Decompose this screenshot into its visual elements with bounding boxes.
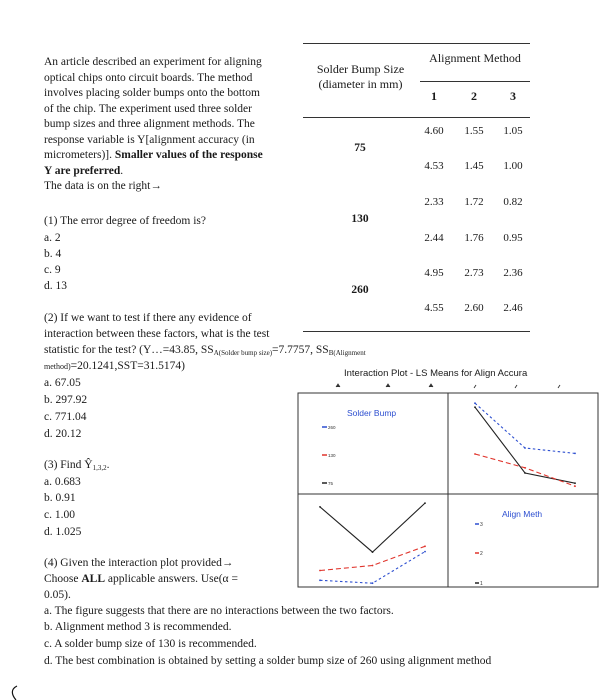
q2-line-2: interaction between these factors, what is the test [44, 328, 270, 340]
data-point-1-3-1 [372, 582, 374, 584]
q4-text: Choose [44, 573, 82, 585]
data-point-0-75-1 [524, 472, 526, 474]
table-rule-bottom [303, 331, 530, 332]
intro-line: An article described an experiment for aligning [44, 56, 262, 68]
q1-option-c[interactable]: c. 9 [44, 264, 61, 276]
interaction-plot [290, 380, 603, 590]
solder-level-130: 130 [328, 453, 336, 458]
panel-frame-bottom-right [448, 494, 598, 587]
intro-line-text: micrometers)]. [44, 149, 113, 161]
q2-subscript-a: A(Solder bump size) [213, 349, 273, 357]
label-align-meth: Align Meth [502, 509, 543, 519]
size-header-line2: (diameter in mm) [318, 77, 403, 91]
label-solder-bump: Solder Bump [347, 408, 397, 418]
q3-period: . [106, 459, 110, 471]
data-point-0-75-0 [474, 406, 476, 408]
q2-subscript-c: method) [44, 362, 71, 371]
intro-emphasis-2: Y are preferred [44, 164, 121, 177]
table-cell: 1.76 [464, 232, 484, 244]
table-cell: 2.33 [424, 196, 444, 208]
q4-line-2 [44, 572, 238, 587]
data-point-1-2-2 [424, 545, 426, 547]
method-col-1: 1 [431, 89, 437, 103]
tick-mark [386, 384, 390, 387]
table-rule-top [303, 43, 530, 44]
q2-text: =20.1241,SST=31.5174) [70, 360, 185, 372]
intro-period: . [120, 164, 124, 177]
table-cell: 2.46 [503, 302, 523, 314]
data-point-1-3-2 [424, 551, 426, 553]
q1-option-a[interactable]: a. 2 [44, 232, 61, 244]
table-cell: 1.05 [503, 125, 523, 137]
table-rule-header [303, 117, 530, 118]
q2-line-1: (2) If we want to test if there any evidence of [44, 312, 252, 324]
data-point-1-1-0 [319, 506, 321, 508]
series-line-1-3 [320, 552, 425, 584]
q2-text: =7.7757, SS [272, 344, 329, 356]
q3-question [44, 458, 109, 476]
tick-mark [558, 385, 560, 388]
q1-option-b[interactable]: b. 4 [44, 248, 62, 260]
method-col-2: 2 [471, 89, 477, 103]
table-cell: 0.95 [503, 232, 523, 244]
size-header [308, 62, 413, 92]
data-point-1-1-2 [424, 502, 426, 504]
cropped-mark [0, 680, 30, 700]
method-col-3: 3 [510, 89, 516, 103]
q2-text: statistic for the test? (Y…=43.85, SS [44, 344, 214, 356]
q4-option-d[interactable]: d. The best combination is obtained by setting a solder bump size of 260 using alignment method [44, 655, 492, 667]
q1-question: (1) The error degree of freedom is? [44, 215, 206, 227]
q2-option-c[interactable]: c. 771.04 [44, 411, 87, 423]
panel-frame-align [448, 393, 598, 494]
size-row-260: 260 [351, 284, 369, 296]
series-line-1-1 [320, 503, 425, 552]
data-point-0-75-2 [574, 482, 576, 484]
data-point-0-260-1 [524, 447, 526, 449]
table-cell: 1.00 [503, 160, 523, 172]
q4-text: applicable answers. Use(α = [105, 573, 238, 585]
q4-option-a[interactable]: a. The figure suggests that there are no interactions between the two factors. [44, 605, 394, 617]
table-cell: 1.45 [464, 160, 484, 172]
solder-level-legend [322, 425, 336, 486]
solder-level-260: 260 [328, 425, 336, 430]
size-row-75: 75 [354, 142, 366, 154]
intro-line: of the chip. The experiment used three solder [44, 102, 252, 115]
q3-text: (3) Find Ŷ [44, 459, 93, 471]
q2-option-a[interactable]: a. 67.05 [44, 377, 81, 389]
table-cell: 2.44 [424, 232, 444, 244]
series-line-1-2 [320, 546, 425, 570]
q2-option-b[interactable]: b. 297.92 [44, 394, 88, 406]
table-cell: 2.73 [464, 267, 484, 279]
plot-title: Interaction Plot - LS Means for Align Accura [344, 368, 528, 379]
tick-mark [474, 385, 476, 388]
tick-mark [515, 385, 517, 388]
q3-option-b[interactable]: b. 0.91 [44, 492, 76, 504]
intro-emphasis: Smaller values of the response [114, 149, 263, 161]
table-cell: 2.60 [464, 302, 484, 314]
data-point-0-130-1 [524, 467, 526, 469]
intro-line: optical chips onto circuit boards. The method [44, 71, 253, 84]
data-point-1-1-1 [372, 551, 374, 553]
table-cell: 1.55 [464, 125, 484, 137]
table-cell: 4.60 [424, 125, 444, 137]
q1-option-d[interactable]: d. 13 [44, 280, 67, 292]
tick-mark [429, 384, 433, 387]
solder-level-75: 75 [328, 481, 334, 486]
q3-subscript: 1,3,2 [92, 464, 107, 472]
table-cell: 0.82 [503, 196, 523, 208]
data-point-1-3-0 [319, 579, 321, 581]
size-row-130: 130 [351, 213, 369, 225]
table-cell: 4.95 [424, 267, 444, 279]
top-ticks [336, 384, 560, 388]
q3-option-d[interactable]: d. 1.025 [44, 526, 82, 538]
intro-line: bump sizes and three alignment methods. The [44, 118, 255, 130]
intro-line [44, 148, 294, 164]
table-cell: 4.53 [424, 160, 444, 172]
q4-option-c[interactable]: c. A solder bump size of 130 is recommended. [44, 638, 257, 650]
align-level-3: 3 [480, 522, 483, 528]
q2-subscript-b: B(Alignment [328, 349, 366, 357]
table-cell: 1.72 [464, 196, 484, 208]
intro-line [44, 164, 294, 180]
q4-emphasis: ALL [81, 573, 106, 585]
table-cell: 4.55 [424, 302, 444, 314]
series-line-0-130 [475, 454, 575, 486]
tick-mark [336, 384, 340, 387]
table-cell: 2.36 [503, 267, 523, 279]
q2-line-4 [44, 359, 185, 374]
data-point-1-2-1 [372, 565, 374, 567]
table-rule-method [420, 81, 530, 82]
q3-option-c[interactable]: c. 1.00 [44, 509, 75, 521]
data-point-0-260-0 [474, 402, 476, 404]
align-level-legend [475, 522, 483, 587]
intro-paragraph [44, 55, 294, 195]
method-header: Alignment Method [429, 51, 521, 65]
q4-option-b[interactable]: b. Alignment method 3 is recommended. [44, 621, 232, 633]
q4-line-1: (4) Given the interaction plot provided→ [44, 557, 234, 569]
q2-option-d[interactable]: d. 20.12 [44, 428, 82, 440]
series-line-0-75 [475, 407, 575, 483]
size-header-line1: Solder Bump Size [316, 62, 405, 76]
data-point-1-2-0 [319, 570, 321, 572]
series-line-0-260 [475, 403, 575, 453]
intro-line: response variable is Y[alignment accuracy (in [44, 133, 255, 146]
align-level-2: 2 [480, 551, 483, 557]
intro-line: involves placing solder bumps onto the bottom [44, 87, 260, 99]
q4-line-3: 0.05). [44, 589, 71, 601]
data-point-0-130-0 [474, 453, 476, 455]
q3-option-a[interactable]: a. 0.683 [44, 476, 81, 488]
data-note: The data is on the right→ [44, 180, 162, 192]
data-point-0-260-2 [574, 453, 576, 455]
data-point-0-130-2 [574, 485, 576, 487]
align-level-1: 1 [480, 581, 483, 587]
